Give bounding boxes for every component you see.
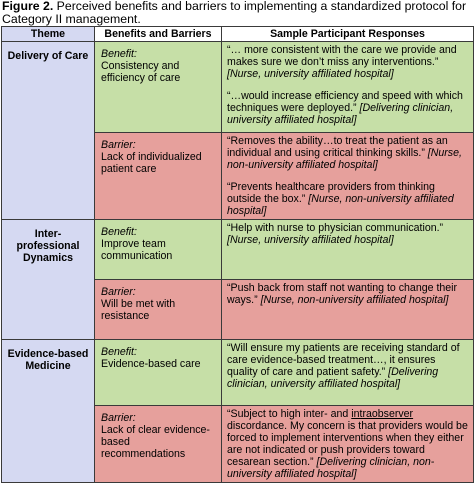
benefit-text: Consistency and efficiency of care bbox=[101, 60, 181, 84]
response-cell bbox=[222, 220, 474, 280]
theme-cell: Delivery of Care bbox=[2, 42, 95, 220]
response-cell bbox=[222, 42, 474, 133]
underlined-word: intraobserver bbox=[351, 408, 414, 420]
table-row bbox=[2, 220, 474, 280]
benefit-text: Improve team communication bbox=[101, 238, 173, 262]
barrier-cell bbox=[95, 133, 222, 220]
quote: “Subject to high inter- and intraobserver discordance. My concern is that providers would be forced to implement interventions when they either are not indicated or push providers toward cesarean section.” [Delivering clinician, non-university affiliated hospital] bbox=[227, 408, 468, 480]
quote-source: [Delivering clinician, university affiliated hospital] bbox=[227, 366, 439, 390]
quote-source: [Delivering clinician, university affiliated hospital] bbox=[227, 102, 454, 126]
response-cell bbox=[222, 340, 474, 406]
quote-source: [Nurse, university affiliated hospital] bbox=[227, 68, 394, 80]
barrier-cell bbox=[95, 280, 222, 340]
response-cell bbox=[222, 133, 474, 220]
header-responses: Sample Participant Responses bbox=[222, 27, 474, 42]
figure-caption-text: Perceived benefits and barriers to implementing a standardized protocol for Category II management. bbox=[2, 0, 467, 26]
barrier-text: Lack of clear evidence-based recommendations bbox=[101, 424, 210, 460]
benefit-cell bbox=[95, 42, 222, 133]
response-cell bbox=[222, 280, 474, 340]
benefits-barriers-table bbox=[1, 26, 474, 483]
quote-source: [Nurse, university affiliated hospital] bbox=[227, 234, 394, 246]
barrier-label: Barrier: bbox=[101, 286, 136, 298]
header-row bbox=[2, 27, 474, 42]
barrier-cell bbox=[95, 406, 222, 483]
quote-source: [Delivering clinician, non-university affiliated hospital] bbox=[227, 456, 435, 480]
table-row bbox=[2, 340, 474, 406]
quote: “… more consistent with the care we provide and makes sure we don’t miss any interventions.” [Nurse, university affiliated hospital] bbox=[227, 44, 457, 80]
quote: “Prevents healthcare providers from thinking outside the box.” [Nurse, non-university affiliated hospital] bbox=[227, 181, 454, 217]
barrier-text: Lack of individualized patient care bbox=[101, 151, 202, 175]
benefit-cell bbox=[95, 340, 222, 406]
quote: “Will ensure my patients are receiving standard of care evidence-based treatment…, it ensures quality of care and patient safety.” [Delivering clinician, university affiliated hospital] bbox=[227, 342, 460, 390]
header-benefits-barriers: Benefits and Barriers bbox=[95, 27, 222, 42]
benefit-label: Benefit: bbox=[101, 226, 137, 238]
quote: “…would increase efficiency and speed with which techniques were deployed.” [Delivering clinician, university affiliated hospital] bbox=[227, 90, 463, 126]
barrier-label: Barrier: bbox=[101, 139, 136, 151]
benefit-label: Benefit: bbox=[101, 48, 137, 60]
header-theme: Theme bbox=[2, 27, 95, 42]
benefit-cell bbox=[95, 220, 222, 280]
quote: “Push back from staff not wanting to change their ways.” [Nurse, non-university affiliated hospital] bbox=[227, 282, 458, 306]
benefit-label: Benefit: bbox=[101, 346, 137, 358]
barrier-label: Barrier: bbox=[101, 412, 136, 424]
table-row bbox=[2, 42, 474, 133]
theme-cell: Inter-professional Dynamics bbox=[2, 220, 95, 340]
quote-source: [Nurse, non-university affiliated hospital] bbox=[227, 193, 454, 217]
figure-label: Figure 2. bbox=[2, 0, 54, 13]
quote: “Help with nurse to physician communication.” [Nurse, university affiliated hospital] bbox=[227, 222, 444, 246]
theme-cell: Evidence-based Medicine bbox=[2, 340, 95, 483]
response-cell bbox=[222, 406, 474, 483]
benefit-text: Evidence-based care bbox=[101, 358, 201, 370]
quote-source: [Nurse, non-university affiliated hospital] bbox=[227, 147, 462, 171]
quote-source: [Nurse, non-university affiliated hospital] bbox=[260, 294, 449, 306]
barrier-text: Will be met with resistance bbox=[101, 298, 176, 322]
figure-caption bbox=[2, 0, 472, 25]
quote: “Removes the ability…to treat the patient as an individual and using critical thinking skills.” [Nurse, non-university affiliated hospital] bbox=[227, 135, 462, 171]
